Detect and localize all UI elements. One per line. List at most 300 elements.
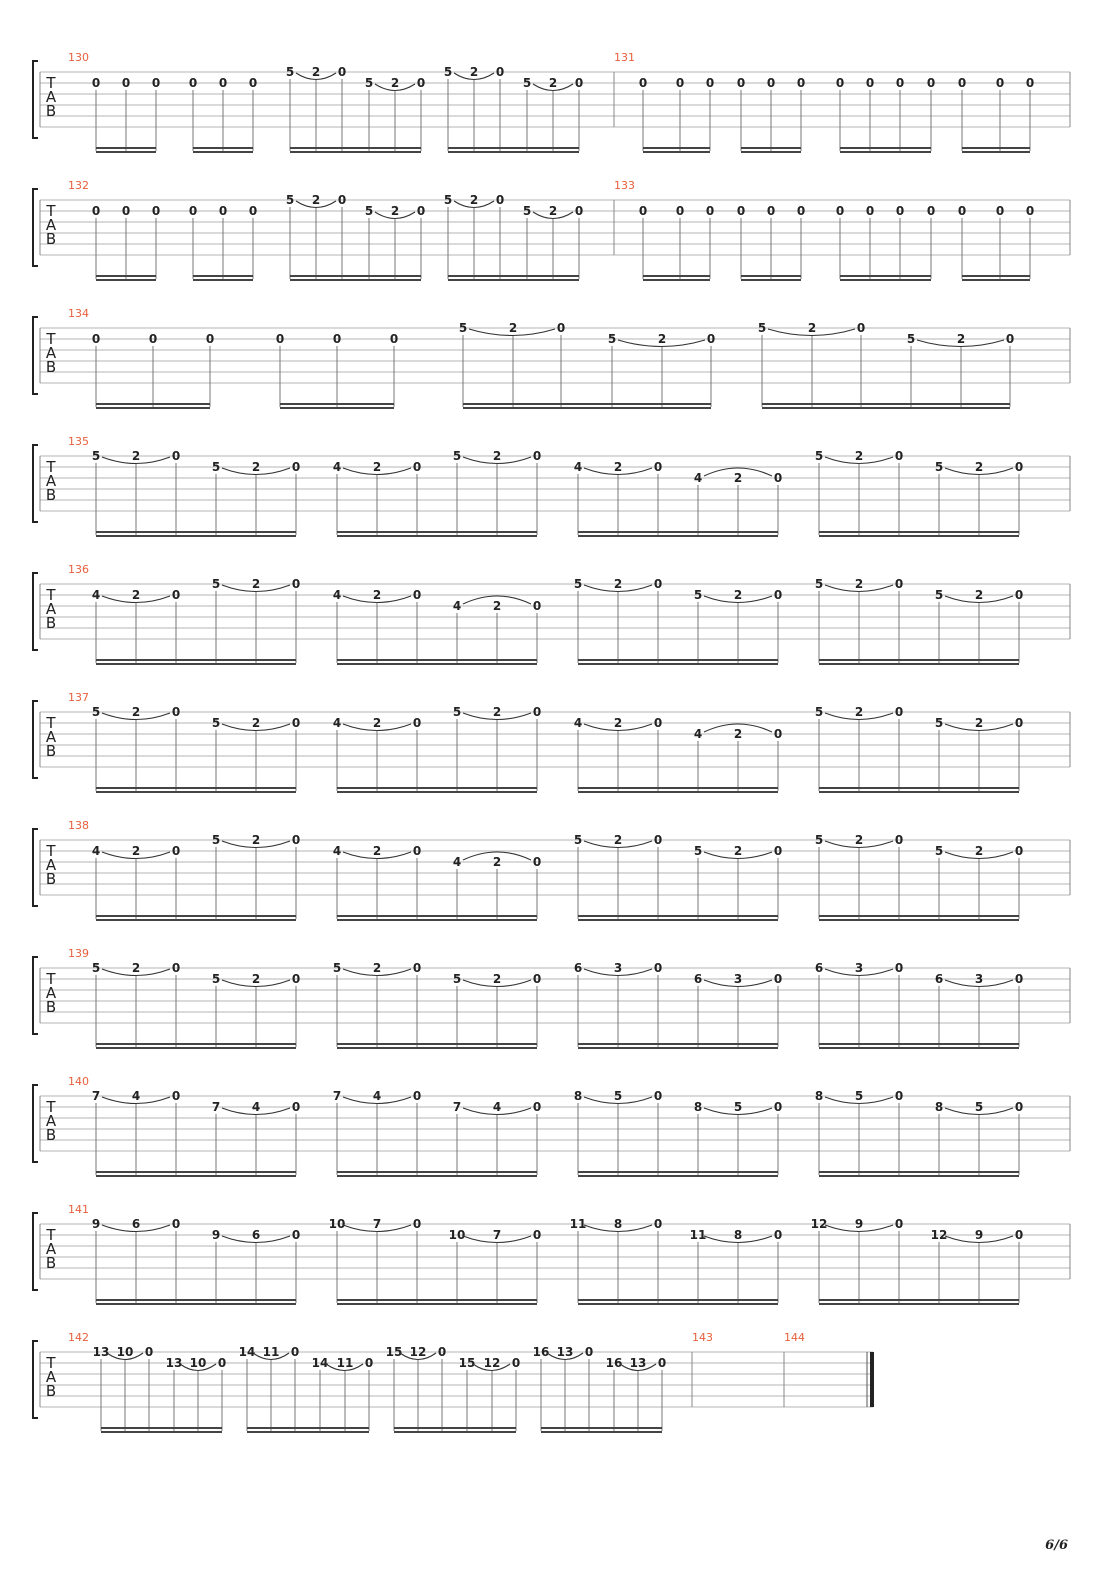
staff-bracket — [33, 1085, 38, 1162]
tab-clef-letter: A — [45, 216, 57, 234]
fret-number: 9 — [91, 1217, 101, 1231]
fret-number: 4 — [251, 1100, 261, 1114]
fret-number: 5 — [814, 577, 824, 591]
fret-number: 7 — [332, 1089, 342, 1103]
fret-number: 5 — [522, 76, 532, 90]
fret-number: 0 — [574, 204, 584, 218]
fret-number: 3 — [854, 961, 864, 975]
beam — [578, 1043, 778, 1045]
beam — [337, 535, 537, 537]
beam-group — [758, 321, 1014, 409]
tab-clef-letter: T — [46, 458, 56, 476]
fret-number: 5 — [693, 588, 703, 602]
measure-number: 132 — [68, 179, 89, 192]
fret-number: 4 — [332, 460, 342, 474]
fret-number: 2 — [492, 449, 502, 463]
measure-number: 130 — [68, 51, 89, 64]
fret-number: 0 — [291, 716, 301, 730]
beam-group — [570, 1217, 783, 1305]
fret-number: 0 — [705, 204, 715, 218]
beam-group — [333, 1089, 541, 1177]
fret-number: 5 — [211, 833, 221, 847]
fret-number: 2 — [956, 332, 966, 346]
fret-number: 0 — [957, 204, 967, 218]
fret-number: 11 — [336, 1356, 354, 1370]
fret-number: 4 — [492, 1100, 502, 1114]
fret-number: 0 — [894, 833, 904, 847]
beam — [96, 151, 156, 153]
fret-number: 0 — [653, 716, 663, 730]
fret-number: 5 — [211, 972, 221, 986]
beam-group — [333, 705, 541, 793]
fret-number: 5 — [452, 705, 462, 719]
fret-number: 0 — [796, 76, 806, 90]
fret-number: 0 — [894, 449, 904, 463]
beam — [290, 279, 421, 281]
fret-number: 0 — [773, 1228, 783, 1242]
beam — [96, 531, 296, 533]
beam — [337, 663, 537, 665]
beam-group — [92, 705, 300, 793]
measure-number: 141 — [68, 1203, 89, 1216]
beam — [394, 1427, 516, 1429]
beam — [290, 275, 421, 277]
fret-number: 5 — [934, 844, 944, 858]
beam-group — [92, 961, 300, 1049]
beam-group — [574, 716, 782, 793]
beam — [643, 275, 710, 277]
measure-number: 138 — [68, 819, 89, 832]
fret-number: 2 — [974, 588, 984, 602]
fret-number: 0 — [291, 1100, 301, 1114]
fret-number: 5 — [211, 716, 221, 730]
fret-number: 5 — [211, 577, 221, 591]
beam — [643, 147, 710, 149]
fret-number: 11 — [569, 1217, 587, 1231]
fret-number: 2 — [251, 460, 261, 474]
fret-number: 0 — [895, 204, 905, 218]
fret-number: 8 — [693, 1100, 703, 1114]
beam — [463, 403, 711, 405]
beam — [819, 1175, 1019, 1177]
tab-clef-letter: B — [45, 870, 57, 888]
fret-number: 5 — [91, 961, 101, 975]
beam-group — [815, 1089, 1023, 1177]
beam — [193, 279, 253, 281]
tab-clef-letter: B — [45, 742, 57, 760]
fret-number: 0 — [121, 76, 131, 90]
beam — [337, 531, 537, 533]
beam — [840, 147, 931, 149]
fret-number: 0 — [495, 193, 505, 207]
beam-group — [386, 1345, 521, 1433]
measure-number: 139 — [68, 947, 89, 960]
beam — [463, 407, 711, 409]
tab-clef-letter: T — [46, 586, 56, 604]
fret-number: 0 — [556, 321, 566, 335]
fret-number: 13 — [629, 1356, 647, 1370]
fret-number: 5 — [458, 321, 468, 335]
fret-number: 2 — [854, 833, 864, 847]
tab-clef-letter: A — [45, 1112, 57, 1130]
tab-clef-letter: B — [45, 230, 57, 248]
fret-number: 2 — [733, 588, 743, 602]
tab-clef-letter: A — [45, 344, 57, 362]
fret-number: 2 — [733, 471, 743, 485]
fret-number: 12 — [930, 1228, 948, 1242]
beam — [819, 1299, 1019, 1301]
staff-system — [33, 819, 1070, 921]
fret-number: 0 — [248, 76, 258, 90]
beam — [578, 1303, 778, 1305]
fret-number: 15 — [458, 1356, 476, 1370]
beam — [741, 151, 801, 153]
beam-group — [329, 1217, 542, 1305]
measure-number: 133 — [614, 179, 635, 192]
beam — [741, 279, 801, 281]
beam — [96, 1047, 296, 1049]
fret-number: 0 — [511, 1356, 521, 1370]
fret-number: 12 — [409, 1345, 427, 1359]
fret-number: 5 — [733, 1100, 743, 1114]
fret-number: 6 — [814, 961, 824, 975]
beam — [578, 915, 778, 917]
beam — [96, 663, 296, 665]
fret-number: 5 — [814, 449, 824, 463]
fret-number: 2 — [974, 844, 984, 858]
fret-number: 2 — [492, 855, 502, 869]
fret-number: 0 — [736, 204, 746, 218]
measure-number: 136 — [68, 563, 89, 576]
fret-number: 0 — [144, 1345, 154, 1359]
staff-bracket — [33, 829, 38, 906]
staff-system — [33, 563, 1070, 665]
beam — [643, 279, 710, 281]
beam — [819, 1171, 1019, 1173]
beam-group — [836, 76, 935, 153]
fret-number: 0 — [364, 1356, 374, 1370]
fret-number: 0 — [412, 961, 422, 975]
fret-number: 0 — [894, 1089, 904, 1103]
beam-group — [811, 1217, 1024, 1305]
measure-number: 135 — [68, 435, 89, 448]
measure-number: 140 — [68, 1075, 89, 1088]
beam-group — [958, 204, 1034, 281]
fret-number: 0 — [291, 972, 301, 986]
beam — [290, 151, 421, 153]
fret-number: 0 — [773, 972, 783, 986]
fret-number: 5 — [91, 449, 101, 463]
beam-group — [815, 961, 1023, 1049]
fret-number: 2 — [372, 716, 382, 730]
beam — [578, 1171, 778, 1173]
beam — [578, 663, 778, 665]
beam — [96, 407, 210, 409]
beam-group — [444, 193, 583, 281]
beam — [96, 279, 156, 281]
fret-number: 0 — [773, 471, 783, 485]
fret-number: 0 — [773, 1100, 783, 1114]
fret-number: 8 — [613, 1217, 623, 1231]
fret-number: 2 — [613, 577, 623, 591]
staff-system — [33, 307, 1070, 409]
tab-clef-letter: T — [46, 1226, 56, 1244]
fret-number: 9 — [854, 1217, 864, 1231]
fret-number: 2 — [807, 321, 817, 335]
fret-number: 0 — [865, 204, 875, 218]
fret-number: 0 — [532, 972, 542, 986]
beam-group — [189, 76, 257, 153]
beam-group — [444, 65, 583, 153]
fret-number: 0 — [894, 705, 904, 719]
beam-group — [815, 577, 1023, 665]
fret-number: 11 — [689, 1228, 707, 1242]
beam-group — [639, 76, 714, 153]
fret-number: 10 — [116, 1345, 134, 1359]
fret-number: 0 — [1014, 1100, 1024, 1114]
fret-number: 0 — [532, 705, 542, 719]
beam — [819, 787, 1019, 789]
fret-number: 2 — [733, 844, 743, 858]
beam-group — [815, 449, 1023, 537]
beam — [96, 1175, 296, 1177]
beam — [96, 787, 296, 789]
fret-number: 0 — [995, 76, 1005, 90]
beam-group — [92, 76, 160, 153]
beam-group — [574, 577, 782, 665]
fret-number: 9 — [211, 1228, 221, 1242]
fret-number: 5 — [757, 321, 767, 335]
beam — [290, 147, 421, 149]
fret-number: 9 — [974, 1228, 984, 1242]
fret-number: 2 — [854, 705, 864, 719]
tab-clef-letter: T — [46, 714, 56, 732]
beam-group — [92, 577, 300, 665]
staff-bracket — [33, 1341, 38, 1418]
fret-number: 0 — [638, 204, 648, 218]
staff-bracket — [33, 189, 38, 266]
fret-number: 0 — [275, 332, 285, 346]
beam — [578, 919, 778, 921]
fret-number: 0 — [653, 1217, 663, 1231]
fret-number: 0 — [412, 460, 422, 474]
beam-group — [239, 1345, 374, 1433]
beam — [96, 915, 296, 917]
fret-number: 10 — [189, 1356, 207, 1370]
beam-group — [333, 961, 541, 1049]
fret-number: 0 — [291, 1228, 301, 1242]
fret-number: 6 — [934, 972, 944, 986]
beam — [448, 275, 579, 277]
fret-number: 0 — [705, 76, 715, 90]
beam — [819, 663, 1019, 665]
beam — [819, 659, 1019, 661]
beam-group — [92, 1217, 300, 1305]
fret-number: 2 — [251, 972, 261, 986]
fret-number: 12 — [810, 1217, 828, 1231]
fret-number: 0 — [653, 833, 663, 847]
fret-number: 10 — [328, 1217, 346, 1231]
fret-number: 4 — [332, 716, 342, 730]
fret-number: 2 — [854, 449, 864, 463]
beam — [962, 279, 1030, 281]
fret-number: 5 — [573, 577, 583, 591]
beam-group — [737, 76, 805, 153]
tab-clef-letter: B — [45, 1126, 57, 1144]
fret-number: 0 — [412, 1217, 422, 1231]
measure-number: 131 — [614, 51, 635, 64]
fret-number: 5 — [332, 961, 342, 975]
beam — [819, 531, 1019, 533]
beam — [337, 1047, 537, 1049]
staff-bracket — [33, 957, 38, 1034]
fret-number: 0 — [1025, 204, 1035, 218]
tab-clef-letter: B — [45, 614, 57, 632]
tab-clef-letter: B — [45, 486, 57, 504]
fret-number: 0 — [574, 76, 584, 90]
fret-number: 13 — [165, 1356, 183, 1370]
tab-clef-letter: B — [45, 1254, 57, 1272]
fret-number: 2 — [469, 193, 479, 207]
fret-number: 5 — [91, 705, 101, 719]
beam — [193, 151, 253, 153]
beam-group — [836, 204, 935, 281]
fret-number: 2 — [469, 65, 479, 79]
beam-group — [574, 961, 782, 1049]
fret-number: 0 — [412, 716, 422, 730]
fret-number: 15 — [385, 1345, 403, 1359]
tab-clef-letter: T — [46, 842, 56, 860]
beam — [394, 1431, 516, 1433]
fret-number: 0 — [957, 76, 967, 90]
fret-number: 0 — [995, 204, 1005, 218]
beam — [819, 1303, 1019, 1305]
beam — [96, 1299, 296, 1301]
beam-group — [574, 460, 782, 537]
fret-number: 0 — [835, 76, 845, 90]
fret-number: 2 — [390, 76, 400, 90]
fret-number: 2 — [974, 460, 984, 474]
fret-number: 5 — [522, 204, 532, 218]
fret-number: 7 — [211, 1100, 221, 1114]
fret-number: 0 — [895, 76, 905, 90]
fret-number: 0 — [1014, 844, 1024, 858]
beam — [448, 151, 579, 153]
beam-group — [92, 449, 300, 537]
beam — [541, 1431, 662, 1433]
beam — [337, 1043, 537, 1045]
fret-number: 0 — [766, 204, 776, 218]
beam — [962, 151, 1030, 153]
fret-number: 0 — [532, 855, 542, 869]
staff-bracket — [33, 573, 38, 650]
fret-number: 2 — [613, 833, 623, 847]
fret-number: 0 — [736, 76, 746, 90]
beam-group — [333, 844, 541, 921]
tab-clef-letter: B — [45, 1382, 57, 1400]
beam — [578, 531, 778, 533]
fret-number: 0 — [290, 1345, 300, 1359]
fret-number: 2 — [492, 972, 502, 986]
fret-number: 0 — [91, 204, 101, 218]
beam — [96, 1043, 296, 1045]
fret-number: 14 — [238, 1345, 256, 1359]
fret-number: 5 — [613, 1089, 623, 1103]
beam — [101, 1427, 222, 1429]
fret-number: 5 — [573, 833, 583, 847]
fret-number: 2 — [390, 204, 400, 218]
fret-number: 2 — [974, 716, 984, 730]
beam-group — [92, 833, 300, 921]
fret-number: 5 — [452, 449, 462, 463]
beam — [578, 787, 778, 789]
fret-number: 4 — [91, 844, 101, 858]
fret-number: 4 — [452, 855, 462, 869]
fret-number: 13 — [92, 1345, 110, 1359]
fret-number: 0 — [1014, 460, 1024, 474]
beam — [962, 275, 1030, 277]
fret-number: 2 — [372, 460, 382, 474]
fret-number: 0 — [205, 332, 215, 346]
staff-system — [33, 1075, 1070, 1177]
beam — [819, 1043, 1019, 1045]
fret-number: 0 — [171, 449, 181, 463]
beam — [96, 1303, 296, 1305]
fret-number: 0 — [171, 588, 181, 602]
fret-number: 3 — [974, 972, 984, 986]
staff-system — [33, 1331, 874, 1433]
fret-number: 8 — [733, 1228, 743, 1242]
fret-number: 13 — [556, 1345, 574, 1359]
fret-number: 5 — [934, 460, 944, 474]
fret-number: 0 — [218, 76, 228, 90]
fret-number: 2 — [613, 460, 623, 474]
fret-number: 7 — [492, 1228, 502, 1242]
beam-group — [189, 204, 257, 281]
beam — [96, 919, 296, 921]
beam-group — [958, 76, 1034, 153]
fret-number: 2 — [657, 332, 667, 346]
fret-number: 8 — [934, 1100, 944, 1114]
fret-number: 0 — [121, 204, 131, 218]
fret-number: 2 — [131, 961, 141, 975]
beam — [337, 915, 537, 917]
beam-group — [93, 1345, 227, 1433]
fret-number: 0 — [188, 204, 198, 218]
beam — [578, 791, 778, 793]
fret-number: 8 — [814, 1089, 824, 1103]
beam — [448, 147, 579, 149]
fret-number: 6 — [251, 1228, 261, 1242]
fret-number: 4 — [372, 1089, 382, 1103]
fret-number: 0 — [412, 588, 422, 602]
fret-number: 0 — [1014, 588, 1024, 602]
fret-number: 0 — [151, 76, 161, 90]
fret-number: 0 — [188, 76, 198, 90]
tab-clef-letter: A — [45, 472, 57, 490]
beam-group — [574, 833, 782, 921]
beam — [337, 659, 537, 661]
beam — [819, 919, 1019, 921]
fret-number: 0 — [653, 1089, 663, 1103]
fret-number: 4 — [91, 588, 101, 602]
fret-number: 2 — [548, 76, 558, 90]
tab-clef-letter: A — [45, 600, 57, 618]
beam — [96, 1171, 296, 1173]
fret-number: 5 — [814, 705, 824, 719]
tab-clef-letter: T — [46, 970, 56, 988]
beam — [762, 407, 1010, 409]
